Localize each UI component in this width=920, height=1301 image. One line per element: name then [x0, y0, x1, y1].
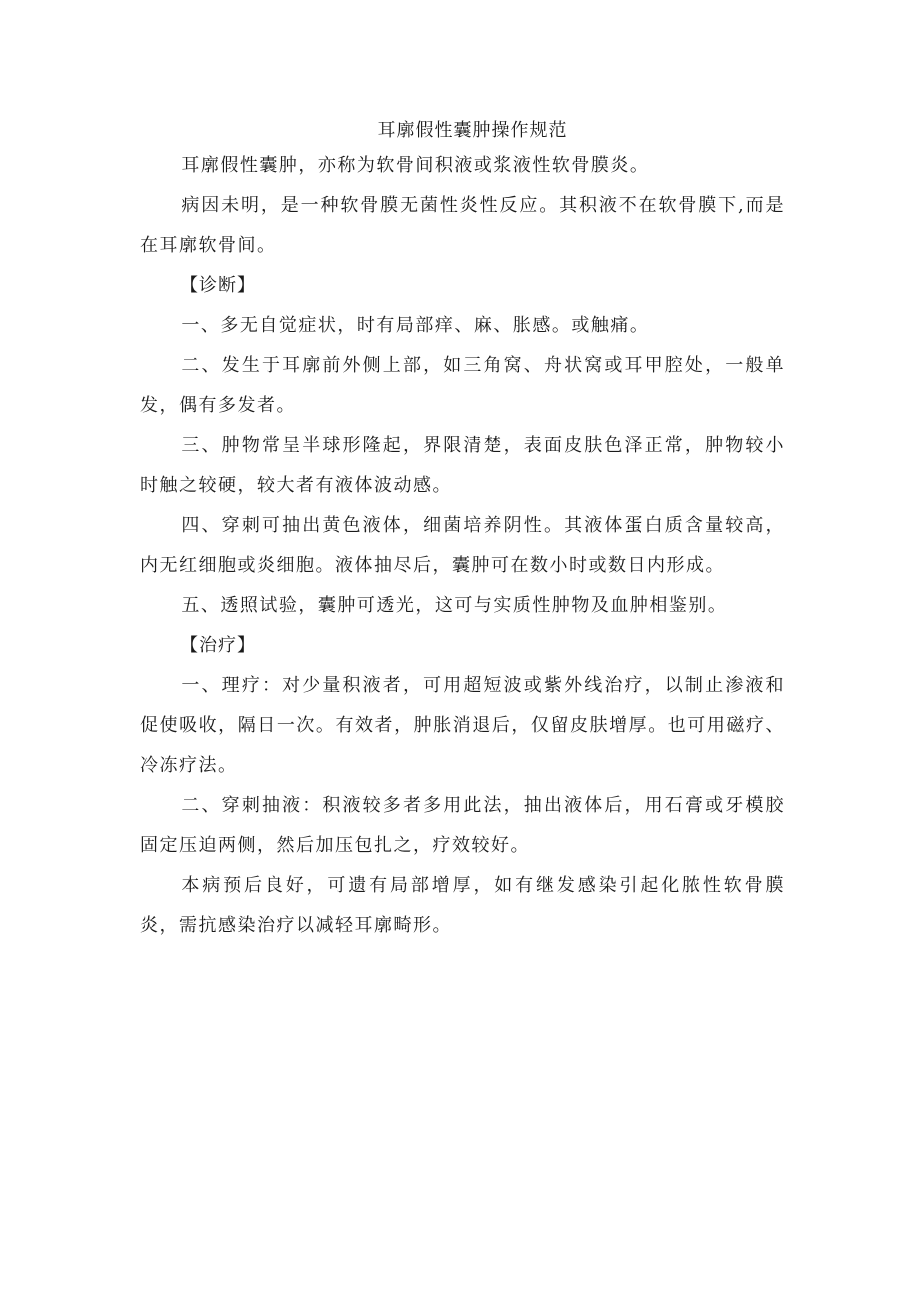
diagnosis-item-3: 三、肿物常呈半球形隆起，界限清楚，表面皮肤色泽正常，肿物较小时触之较硬，较大者有液体波动感。 [140, 435, 785, 496]
diagnosis-item-4: 四、穿刺可抽出黄色液体，细菌培养阴性。其液体蛋白质含量较高，内无红细胞或炎细胞。液体抽尽后，囊肿可在数小时或数日内形成。 [140, 515, 785, 576]
intro-paragraph-2: 病因未明，是一种软骨膜无菌性炎性反应。其积液不在软骨膜下,而是在耳廓软骨间。 [140, 195, 785, 256]
treatment-heading: 【治疗】 [180, 635, 256, 656]
intro-paragraph-1: 耳廓假性囊肿，亦称为软骨间积液或浆液性软骨膜炎。 [181, 155, 650, 176]
diagnosis-heading: 【诊断】 [180, 275, 256, 296]
diagnosis-item-2: 二、发生于耳廓前外侧上部，如三角窝、舟状窝或耳甲腔处，一般单发，偶有多发者。 [140, 355, 785, 416]
treatment-item-2: 二、穿刺抽液：积液较多者多用此法，抽出液体后，用石膏或牙模胶固定压迫两侧，然后加压包扎之，疗效较好。 [140, 795, 785, 856]
treatment-item-1: 一、理疗：对少量积液者，可用超短波或紫外线治疗，以制止渗液和促使吸收，隔日一次。有效者，肿胀消退后，仅留皮肤增厚。也可用磁疗、冷冻疗法。 [140, 675, 785, 776]
document-page [140, 116, 785, 946]
document-title: 耳廓假性囊肿操作规范 [377, 120, 568, 141]
diagnosis-item-5: 五、透照试验，囊肿可透光，这可与实质性肿物及血肿相鉴别。 [181, 595, 728, 616]
diagnosis-item-1: 一、多无自觉症状，时有局部痒、麻、胀感。或触痛。 [181, 315, 650, 336]
conclusion-paragraph: 本病预后良好，可遗有局部增厚，如有继发感染引起化脓性软骨膜炎，需抗感染治疗以减轻耳廓畸形。 [140, 875, 785, 936]
